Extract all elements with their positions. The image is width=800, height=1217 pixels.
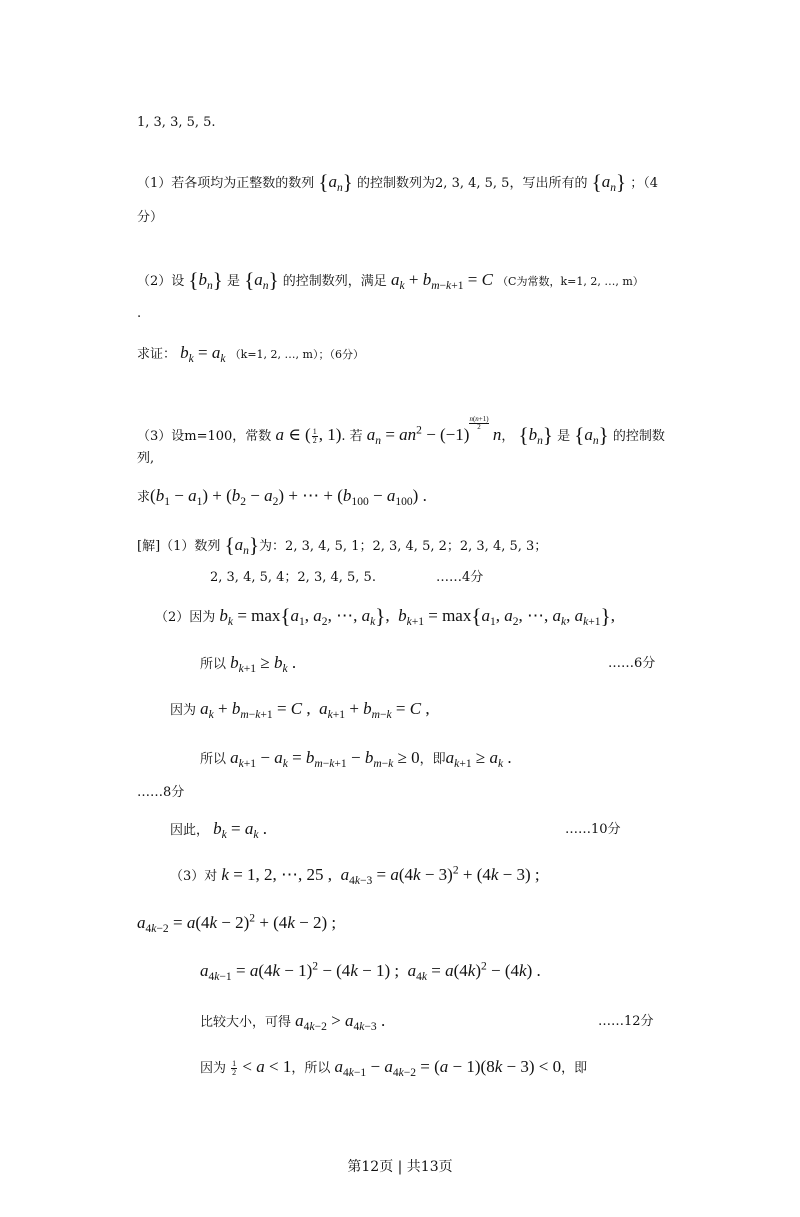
score-mark: ……6分	[608, 656, 656, 671]
solution-2-e	[170, 819, 268, 842]
formula: $\{b_n\}$	[518, 423, 553, 448]
q1-text: 的控制数列为2, 3, 4, 5, 5，写出所有的	[357, 176, 588, 191]
q2-note: （k=1, 2, …, m）；（6分）	[229, 348, 364, 361]
formula: $\{a_n\}$	[244, 268, 279, 293]
formula: $b_k = a_k$ .	[213, 819, 268, 842]
sol-text: 因此，	[170, 823, 210, 838]
formula: $a_k + b_{m-k+1} = C$	[390, 270, 493, 293]
solution-2	[155, 606, 615, 627]
formula: $a_n = an^2 - (-1)$ $\frac{n(n+1)}{2}$ n	[366, 415, 502, 448]
q3-text: . 若	[341, 429, 363, 444]
question-3	[137, 416, 665, 446]
formula: $a_{k+1} \ge a_k$ .	[445, 748, 512, 771]
formula: $\frac{1}{2}$ < a < 1	[232, 1057, 292, 1077]
sol-text: [解]（1）数列	[137, 539, 221, 554]
q3-text: ，	[501, 429, 515, 444]
q3-text: 求	[137, 490, 151, 505]
formula: k = 1, 2, ⋯, 25 , $a_{4k-3} = a(4k - 3)^2 + (4k - 3)$ ;	[221, 863, 540, 888]
q3-ask	[137, 486, 427, 509]
formula: $\{a_n\}$	[224, 533, 260, 558]
sol-list: 2, 3, 4, 5, 4；2, 3, 4, 5, 5.	[210, 570, 376, 585]
q2-text: （2）设	[137, 274, 185, 289]
q3-text: 是	[557, 429, 571, 444]
formula: $a_{4k-1} - a_{4k-2} = (a - 1)(8k - 3) < 0$	[334, 1057, 562, 1080]
q2-prove	[137, 343, 364, 366]
q1-text: （1）若各项均为正整数的数列	[137, 176, 315, 191]
formula: $b_k = a_k$	[180, 343, 226, 366]
q3-text: （3）设m=100，常数	[137, 429, 272, 444]
formula: $(b_1 - a_1) + (b_2 - a_2)$ + ⋯ + $(b_{100} - a_{100})$ .	[150, 486, 427, 509]
sol-text: ，所以	[291, 1061, 331, 1076]
sol-text: 所以	[200, 752, 227, 767]
q3-text: 的控制数	[612, 429, 665, 444]
question-2	[137, 270, 644, 291]
solution-1	[137, 535, 547, 556]
q2-text: 的控制数列，满足	[282, 274, 387, 289]
q2-text: 是	[227, 274, 241, 289]
page-footer: 第12页 | 共13页	[347, 1159, 453, 1175]
q2-text: 求证：	[137, 347, 177, 362]
text-line	[137, 116, 216, 129]
sol-text: （3）对	[170, 869, 218, 884]
formula: a ∈ ( $\frac{1}{2}$ , 1)	[275, 425, 342, 445]
q3-text-cont: 列,	[137, 451, 155, 466]
formula: $a_{4k-2} > a_{4k-3}$ .	[295, 1011, 386, 1034]
formula: $\{b_n\}$	[188, 268, 223, 293]
sol-text: ，即	[419, 752, 446, 767]
formula: $a_{k+1} - a_k = b_{m-k+1} - b_{m-k} \ge 0$	[230, 748, 420, 771]
q2-dot: .	[137, 306, 142, 321]
formula: $a_{4k-1} = a(4k - 1)^2 - (4k - 1)$ ; $a_{4k} = a(4k)^2 - (4k)$ .	[200, 959, 541, 984]
solution-2-d	[200, 748, 512, 771]
score-mark: ……4分	[436, 570, 484, 585]
sol-text: （2）因为	[155, 610, 216, 625]
solution-3-c	[200, 959, 541, 984]
sequence-text: 1, 3, 3, 5, 5.	[137, 115, 216, 130]
score-mark: ……8分	[137, 785, 185, 800]
score-mark: ……10分	[565, 822, 621, 837]
q2-note: （C为常数，k=1, 2, …, m）	[497, 275, 644, 288]
formula: $\{a_n\}$	[318, 170, 353, 195]
sol-text: ，即	[561, 1061, 588, 1076]
solution-3-d	[200, 1011, 386, 1034]
q1-text-cont: 分）	[137, 210, 164, 225]
solution-3	[170, 863, 540, 888]
formula: $\{a_n\}$	[591, 170, 627, 195]
formula: $a_{4k-2} = a(4k - 2)^2 + (4k - 2)$ ;	[137, 911, 337, 936]
sol-text: 为：	[259, 539, 286, 554]
question-1	[137, 172, 658, 193]
q1-text: ；（4	[630, 176, 658, 191]
solution-3-e	[200, 1057, 588, 1080]
score-mark: ……12分	[598, 1014, 654, 1029]
sol-text: 所以	[200, 657, 227, 672]
formula: $\{a_n\}$	[574, 423, 609, 448]
sol-text: 比较大小，可得	[200, 1015, 292, 1030]
solution-2-c	[170, 699, 430, 722]
formula: $b_{k+1} \ge b_k$ .	[230, 653, 297, 676]
sol-text: 因为	[200, 1061, 227, 1076]
sol-list: 2, 3, 4, 5, 1；2, 3, 4, 5, 2；2, 3, 4, 5, 3；	[285, 539, 548, 554]
sol-text: 因为	[170, 703, 197, 718]
solution-3-b	[137, 911, 337, 936]
solution-2-b	[200, 653, 297, 676]
formula: $b_k = \max\{a_1$, $a_2$, ⋯, $a_k$}, $b_{k+1} = \max\{a_1$, $a_2$, ⋯, $a_k$, $a_{k+1}$},	[219, 604, 615, 629]
formula: $a_k + b_{m-k+1} = C$ , $a_{k+1} + b_{m-k} = C$ ,	[200, 699, 430, 722]
